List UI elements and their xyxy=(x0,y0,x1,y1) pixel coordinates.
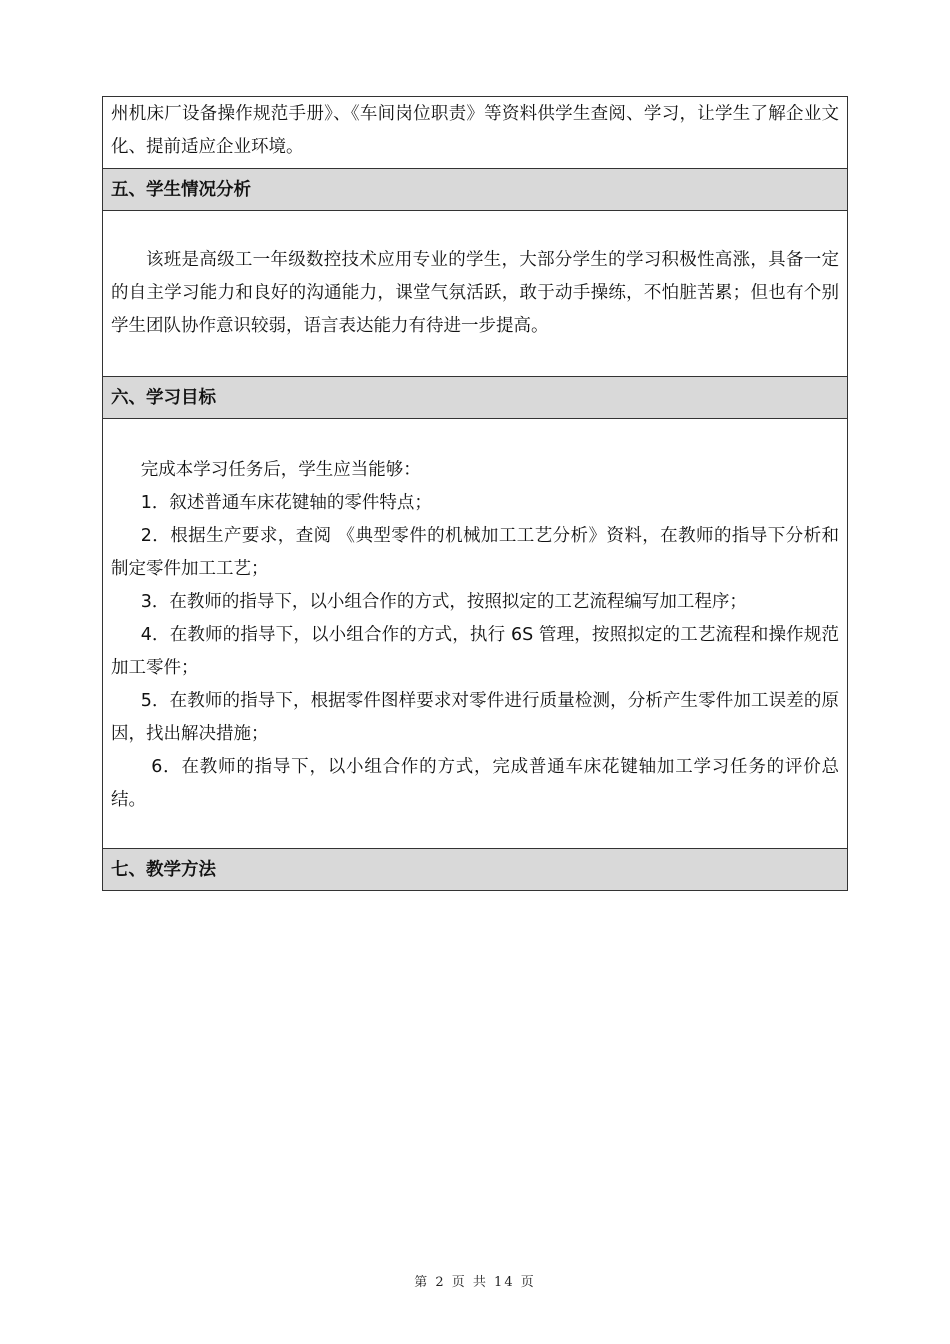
continuation-cell xyxy=(103,97,847,168)
section-header-teaching-methods: 七、教学方法 xyxy=(103,848,847,890)
learning-goals-intro: 完成本学习任务后，学生应当能够： xyxy=(140,460,421,480)
section-header-learning-goals: 六、学习目标 xyxy=(103,376,847,418)
learning-goal-item: 1．叙述普通车床花键轴的零件特点； xyxy=(140,493,432,513)
page-footer: 第 2 页 共 14 页 xyxy=(414,1275,536,1290)
learning-goal-item: 3．在教师的指导下，以小组合作的方式，按照拟定的工艺流程编写加工程序； xyxy=(140,592,747,612)
learning-goals-cell xyxy=(103,418,847,848)
continuation-text: 州机床厂设备操作规范手册》、《车间岗位职责》等资料供学生查阅、学习，让学生了解企业文化、提前适应企业环境。 xyxy=(111,104,839,157)
section-header-student-analysis: 五、学生情况分析 xyxy=(103,168,847,210)
lesson-plan-table xyxy=(102,96,848,891)
student-analysis-text: 该班是高级工一年级数控技术应用专业的学生，大部分学生的学习积极性高涨，具备一定的自主学习能力和良好的沟通能力，课堂气氛活跃，敢于动手操练，不怕脏苦累；但也有个别学生团队协作意识较弱，语言表达能力有待进一步提高。 xyxy=(111,250,839,336)
student-analysis-cell xyxy=(103,210,847,376)
learning-goal-item: 5．在教师的指导下，根据零件图样要求对零件进行质量检测，分析产生零件加工误差的原因，找出解决措施； xyxy=(111,691,839,744)
learning-goal-item: 4．在教师的指导下，以小组合作的方式，执行 6S 管理，按照拟定的工艺流程和操作规范加工零件； xyxy=(111,625,839,678)
learning-goal-item: 2．根据生产要求，查阅 《典型零件的机械加工工艺分析》资料，在教师的指导下分析和制定零件加工工艺； xyxy=(111,526,839,579)
learning-goal-item: 6．在教师的指导下，以小组合作的方式，完成普通车床花键轴加工学习任务的评价总结。 xyxy=(111,757,839,810)
